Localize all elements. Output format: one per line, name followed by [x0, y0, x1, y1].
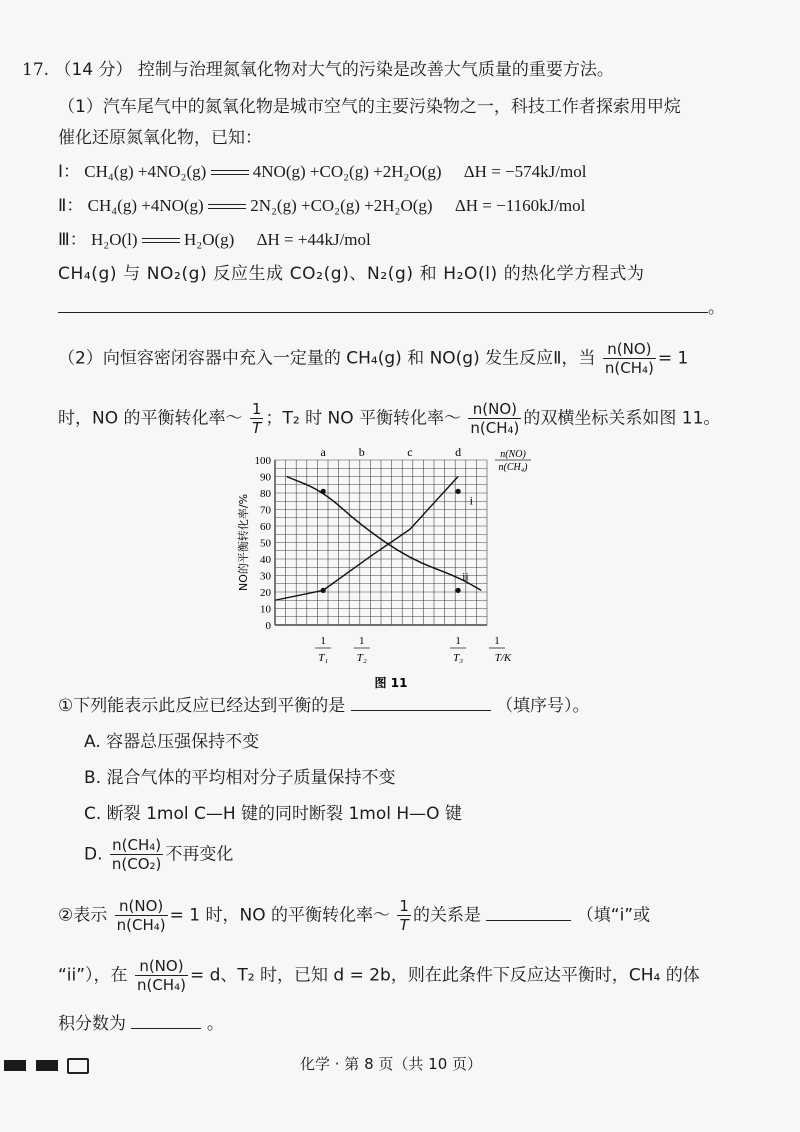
- question-points: （14 分）: [54, 60, 133, 80]
- equilibrium-arrow-icon: [211, 168, 249, 178]
- footer-mark-3: [67, 1058, 89, 1074]
- ratio-fraction-2: [468, 400, 521, 437]
- top-axis-den: n(CH₄): [498, 462, 528, 473]
- sub2-tail: （填“i”或: [576, 905, 651, 926]
- part2-text-a: 向恒容密闭容器中充入一定量的 CH₄(g) 和 NO(g) 发生反应Ⅱ，当: [102, 348, 596, 369]
- bottom-label-num: 1: [358, 635, 365, 647]
- eq2-label: Ⅱ：: [58, 196, 84, 216]
- bottom-label-num: 1: [494, 635, 500, 647]
- part2-label: （2）: [58, 348, 103, 369]
- eq3-label: Ⅲ：: [58, 230, 87, 250]
- sub2-line2: [58, 957, 700, 994]
- sub1-answer-blank[interactable]: [351, 694, 491, 711]
- curve-point: [321, 588, 326, 593]
- sub2-prefix: ②表示: [58, 905, 108, 926]
- top-label-c: c: [407, 445, 413, 459]
- eq2-rhs: 2N₂(g) +CO₂(g) +2H₂O(g): [250, 196, 433, 215]
- question-stem: 控制与治理氮氧化物对大气的污染是改善大气质量的重要方法。: [137, 60, 614, 80]
- part1-line1: [58, 95, 681, 119]
- part2-text-b2: ；T₂ 时 NO 平衡转化率～: [265, 408, 461, 429]
- bottom-label-den: T₁: [318, 652, 329, 664]
- chart-curves: [275, 477, 481, 601]
- curve-point: [455, 489, 460, 494]
- sub2-line3: [58, 1012, 224, 1036]
- ratio-num: n(NO): [603, 340, 656, 359]
- eq3-dh: ΔH = +44kJ/mol: [256, 230, 371, 249]
- eq1-lhs: CH₄(g) +4NO₂(g): [84, 162, 207, 181]
- option-d-fraction: [110, 836, 164, 873]
- y-tick-label: 50: [260, 537, 271, 550]
- bottom-label-num: 1: [455, 635, 461, 647]
- sub2-line2-den: n(CH₄): [136, 976, 186, 994]
- sub1-label: ①下列能表示此反应已经达到平衡的是: [58, 696, 346, 716]
- eq3-rhs: H₂O(g): [184, 230, 235, 249]
- top-label-a: a: [320, 445, 326, 459]
- equilibrium-arrow-icon: [208, 202, 246, 212]
- equation-2: [58, 194, 585, 218]
- y-tick-label: 60: [260, 521, 271, 533]
- bottom-label-num: 1: [320, 635, 326, 647]
- sub2-inv-fraction: [397, 897, 411, 934]
- y-tick-label: 80: [260, 488, 271, 500]
- sub2-num: n(NO): [115, 897, 168, 916]
- option-b: B. 混合气体的平均相对分子质量保持不变: [84, 768, 396, 788]
- curve-i-label: i: [469, 493, 473, 508]
- equal-sign-icon: [142, 236, 180, 246]
- bottom-label-den: T₂: [356, 652, 367, 664]
- eq2-lhs: CH₄(g) +4NO(g): [87, 196, 204, 215]
- part1-line2: 催化还原氮氧化物，已知：: [58, 128, 262, 148]
- eq1-rhs: 4NO(g) +CO₂(g) +2H₂O(g): [252, 162, 442, 181]
- figure-caption: 图 11: [374, 676, 408, 690]
- top-label-b: b: [358, 445, 365, 459]
- sub2-line2-num: n(NO): [135, 957, 188, 976]
- period: 。: [708, 298, 725, 318]
- eq2-dh: ΔH = −1160kJ/mol: [454, 196, 586, 215]
- sub2-final-blank[interactable]: [131, 1012, 201, 1029]
- eq3-lhs: H₂O(l): [90, 230, 138, 249]
- question-header: [22, 58, 614, 82]
- option-d-prefix: D.: [84, 844, 103, 865]
- y-tick-label: 20: [260, 587, 271, 599]
- y-tick-label: 90: [260, 471, 271, 484]
- sub1-question: [58, 694, 590, 718]
- curve-point: [321, 489, 326, 494]
- sub2-fraction: [115, 897, 168, 934]
- optd-num: n(CH₄): [110, 836, 164, 855]
- top-axis-num: n(NO): [500, 449, 526, 460]
- bottom-label-den: T/K: [494, 652, 512, 664]
- inv-t-fraction: [250, 400, 264, 437]
- curve-point: [455, 588, 460, 593]
- sub2-line3-end: 。: [206, 1014, 224, 1034]
- footer-mark-1: [4, 1060, 26, 1071]
- curve-i: [275, 477, 458, 601]
- curve-ii: [287, 477, 482, 591]
- page-footer: 化学 · 第 8 页（共 10 页）: [300, 1055, 483, 1073]
- sub2-line3-a: 积分数为: [58, 1014, 126, 1034]
- sub2-den: n(CH₄): [116, 916, 166, 934]
- option-a: A. 容器总压强保持不变: [84, 732, 260, 752]
- sub2-line2-fraction: [135, 957, 188, 994]
- sub2-line2-b: = d、T₂ 时，已知 d = 2b，则在此条件下反应达平衡时，CH₄ 的体: [189, 965, 700, 986]
- eq1-label: Ⅰ：: [58, 162, 81, 182]
- sub2-inv-num: 1: [399, 897, 409, 915]
- ratio-fraction: [603, 340, 656, 377]
- equation-3: [58, 228, 371, 252]
- part1-ask: CH₄(g) 与 NO₂(g) 反应生成 CO₂(g)、N₂(g) 和 H₂O(l) 的热化学方程式为: [58, 264, 645, 284]
- part1-label: （1）: [58, 97, 103, 117]
- sub2-inv-den: T: [399, 916, 409, 934]
- part1-answer-line[interactable]: [58, 296, 725, 320]
- sub2-answer-blank[interactable]: [486, 904, 571, 921]
- y-tick-label: 40: [260, 554, 271, 566]
- y-tick-label: 100: [254, 455, 271, 467]
- eq-one: = 1: [657, 348, 689, 369]
- figure-11-chart: [225, 445, 555, 690]
- sub2-mid1: = 1 时，NO 的平衡转化率～: [169, 905, 391, 926]
- y-tick-label: 10: [260, 603, 271, 616]
- question-number: 17.: [22, 60, 50, 80]
- curve-ii-label: ii: [462, 569, 469, 584]
- part1-text-a: 汽车尾气中的氮氧化物是城市空气的主要污染物之一，科技工作者探索用甲烷: [102, 97, 681, 117]
- option-d: [84, 836, 233, 873]
- sub2-mid2: 的关系是: [412, 905, 481, 926]
- part2-line1: [58, 340, 688, 377]
- y-axis-label: NO的平衡转化率/%: [237, 493, 250, 592]
- option-d-suffix: 不再变化: [165, 844, 234, 865]
- answer-blank[interactable]: [58, 296, 708, 313]
- inv-den: T: [252, 419, 262, 437]
- optd-den: n(CO₂): [111, 855, 162, 873]
- ratio-den-2: n(CH₄): [470, 419, 520, 437]
- part2-text-b1: 时，NO 的平衡转化率～: [58, 408, 243, 429]
- y-tick-label: 0: [265, 620, 271, 632]
- y-tick-label: 70: [260, 504, 271, 517]
- equation-1: [58, 160, 586, 184]
- eq1-dh: ΔH = −574kJ/mol: [463, 162, 587, 181]
- bottom-label-den: T₃: [453, 652, 464, 664]
- footer-mark-2: [36, 1060, 58, 1071]
- inv-num: 1: [251, 400, 262, 418]
- sub2-line1: [58, 897, 650, 934]
- sub2-line2-a: “ii”），在: [58, 965, 128, 986]
- option-c: C. 断裂 1mol C—H 键的同时断裂 1mol H—O 键: [84, 804, 462, 824]
- sub1-hint: （填序号）。: [496, 696, 590, 716]
- ratio-num-2: n(NO): [468, 400, 521, 419]
- part2-line2: [58, 400, 720, 437]
- ratio-den: n(CH₄): [604, 359, 654, 377]
- y-tick-label: 30: [260, 570, 271, 583]
- top-label-d: d: [455, 445, 462, 459]
- part2-text-b3: 的双横坐标关系如图 11。: [523, 408, 721, 429]
